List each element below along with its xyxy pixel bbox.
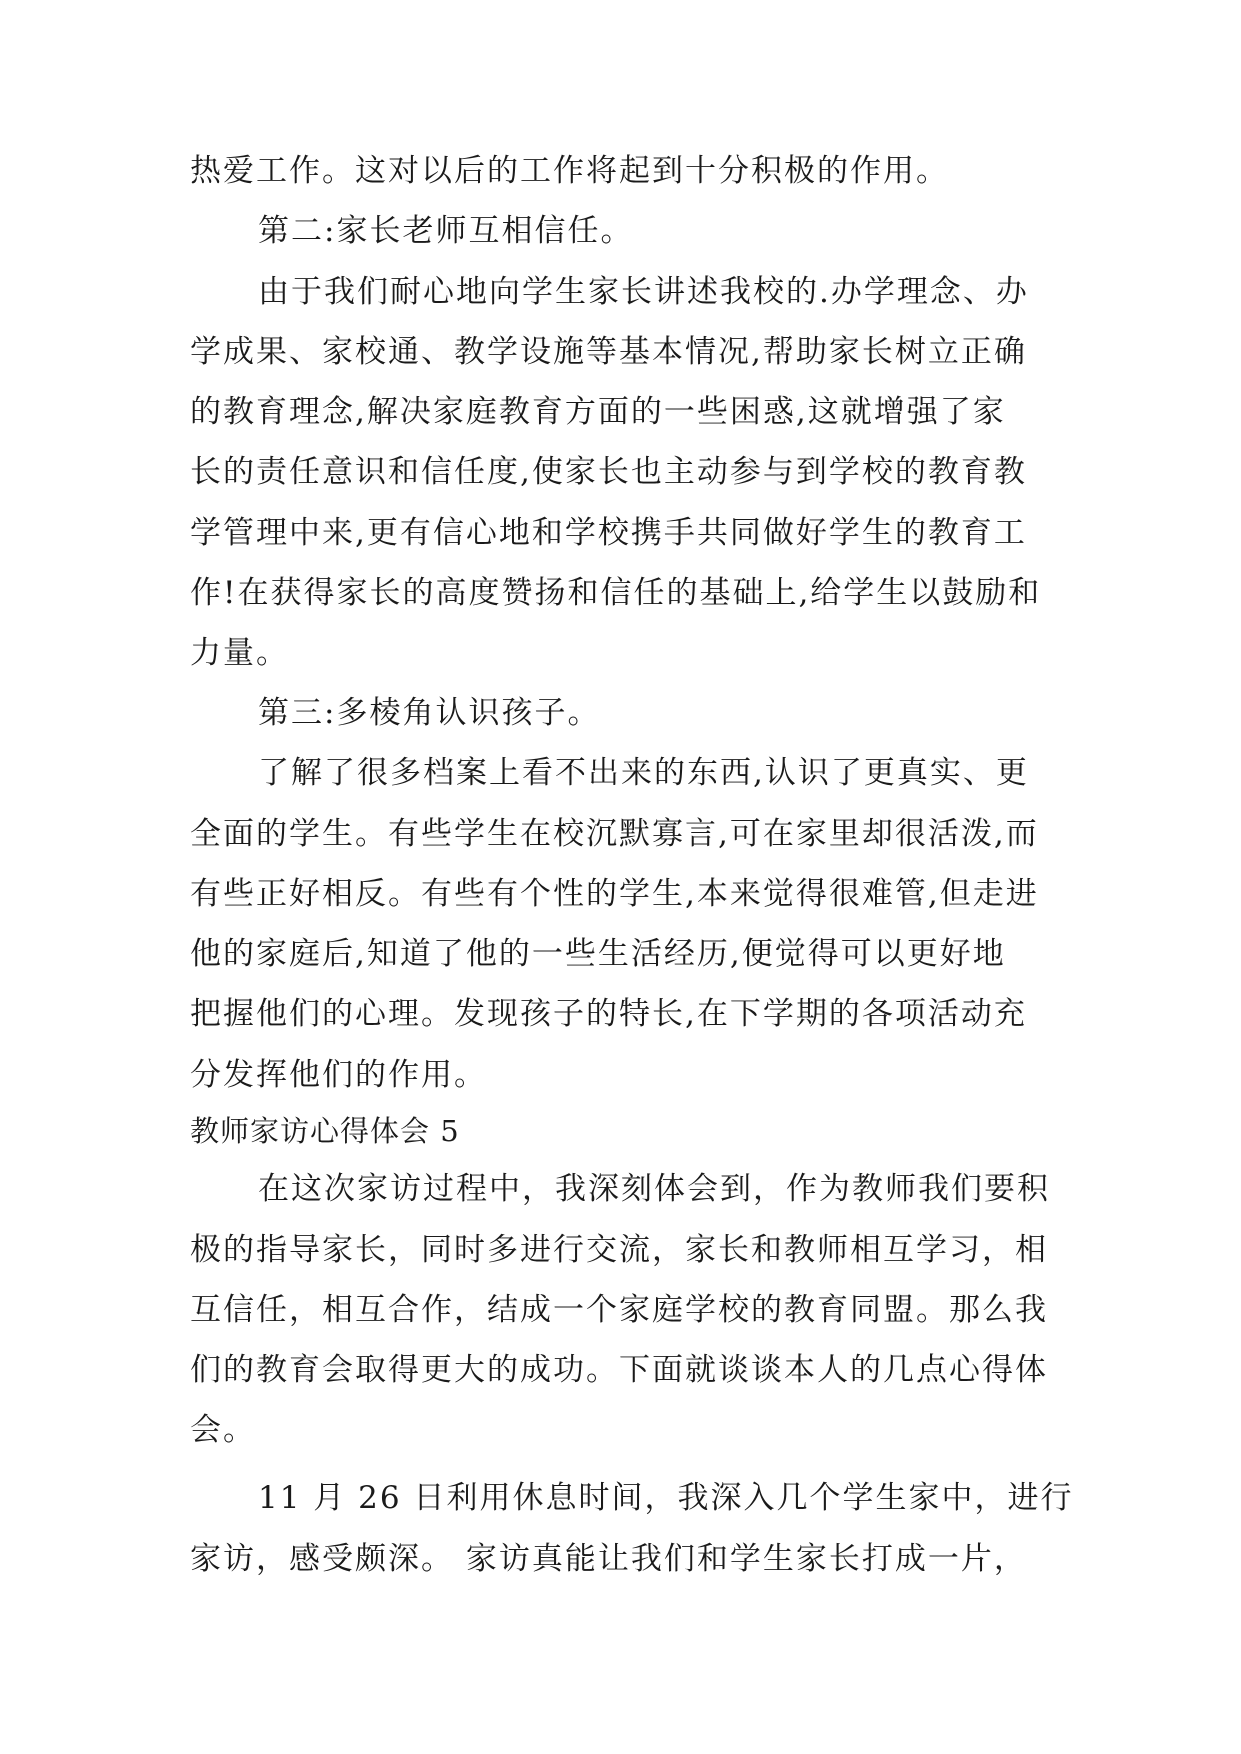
article-title: 教师家访心得体会 5 (190, 1114, 460, 1148)
text-line: 极的指导家长，同时多进行交流，家长和教师相互学习，相 (190, 1232, 1048, 1268)
text-line: 分发挥他们的作用。 (190, 1057, 487, 1093)
text-line: 力量。 (190, 635, 289, 671)
text-line: 热爱工作。这对以后的工作将起到十分积极的作用。 (190, 153, 949, 189)
text-line: 学管理中来,更有信心地和学校携手共同做好学生的教育工 (190, 515, 1027, 551)
section-heading-third: 第三:多棱角认识孩子。 (258, 695, 601, 731)
text-line: 互信任，相互合作，结成一个家庭学校的教育同盟。那么我 (190, 1292, 1048, 1328)
text-line: 长的责任意识和信任度,使家长也主动参与到学校的教育教 (190, 454, 1027, 490)
text-line: 他的家庭后,知道了他的一些生活经历,便觉得可以更好地 (190, 936, 1006, 972)
text-line: 家访，感受颇深。 家访真能让我们和学生家长打成一片， (190, 1541, 1027, 1577)
text-line: 全面的学生。有些学生在校沉默寡言,可在家里却很活泼,而 (190, 816, 1039, 852)
section-heading-second: 第二:家长老师互相信任。 (258, 213, 634, 249)
text-line: 学成果、家校通、教学设施等基本情况,帮助家长树立正确 (190, 334, 1027, 370)
text-line: 作!在获得家长的高度赞扬和信任的基础上,给学生以鼓励和 (190, 575, 1042, 611)
text-line: 在这次家访过程中，我深刻体会到，作为教师我们要积 (258, 1171, 1050, 1207)
text-line: 把握他们的心理。发现孩子的特长,在下学期的各项活动充 (190, 996, 1027, 1032)
text-line: 会。 (190, 1412, 256, 1448)
text-line: 由于我们耐心地向学生家长讲述我校的.办学理念、办 (258, 274, 1029, 310)
text-line: 11 月 26 日利用休息时间，我深入几个学生家中，进行 (258, 1480, 1074, 1516)
text-line: 了解了很多档案上看不出来的东西,认识了更真实、更 (258, 755, 1029, 791)
text-line: 们的教育会取得更大的成功。下面就谈谈本人的几点心得体 (190, 1352, 1048, 1388)
text-line: 有些正好相反。有些有个性的学生,本来觉得很难管,但走进 (190, 876, 1039, 912)
text-line: 的教育理念,解决家庭教育方面的一些困惑,这就增强了家 (190, 394, 1006, 430)
